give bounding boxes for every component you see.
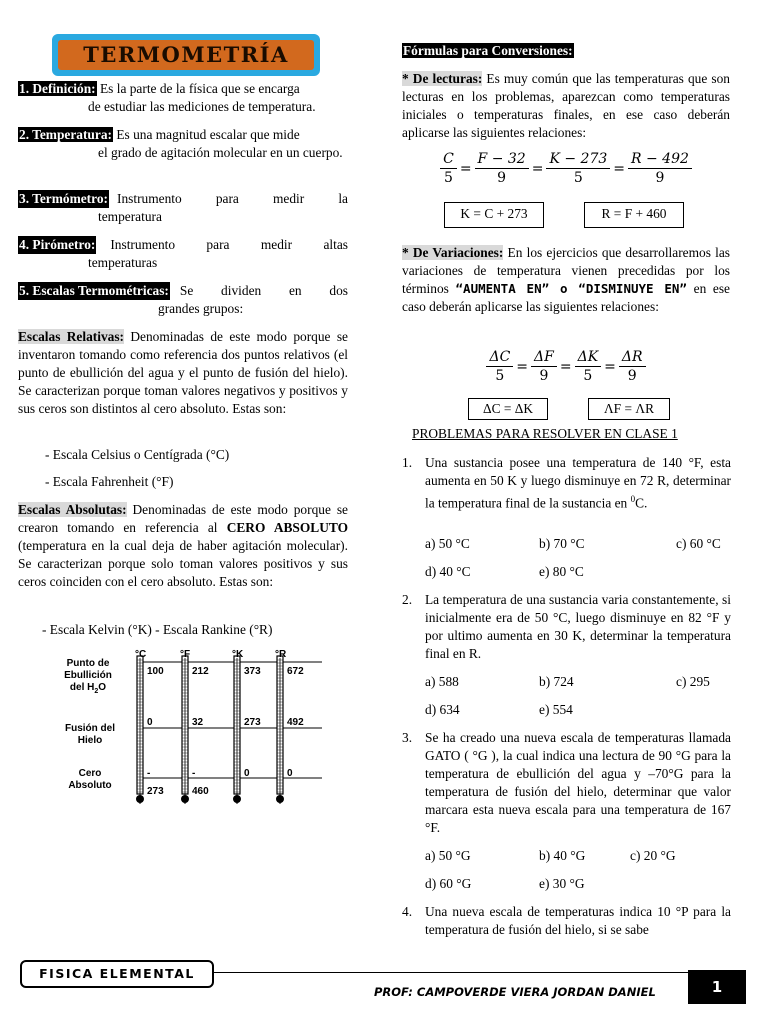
box-delta-c-k: ΔC = ΔK	[468, 398, 548, 420]
definition-2-text: Es una magnitud escalar que mide	[116, 127, 300, 142]
problem-3-option-b[interactable]: b) 40 °G	[539, 848, 586, 863]
scale-boil-value-3: 373	[244, 666, 261, 677]
frac-c: $\frac{C}{5}$	[440, 150, 457, 187]
relative-scales-label: Escalas Relativas:	[18, 329, 125, 344]
definition-5-text: Se dividen en dos	[179, 283, 348, 298]
relative-item-fahrenheit: - Escala Fahrenheit (°F)	[45, 474, 174, 489]
scale-fusion-value-3: 273	[244, 717, 261, 728]
problem-2-text: La temperatura de una sustancia varia constantemente, si inicialmente era de 50 °C, luego disminuye en 82 °F y por ultimo aumenta en 30 K, determinar la temperatura final en R.	[425, 592, 731, 661]
relative-item-celsius: - Escala Celsius o Centígrada (°C)	[45, 447, 230, 462]
variations-section	[402, 244, 730, 316]
problem-2-option-b[interactable]: b) 724	[539, 674, 574, 689]
relative-scales-text: Denominadas de este modo porque se inventaron tomando como referencia dos puntos relativos (el punto de ebullición del agua y el punto de fusión del hielo). Se caracterizan porque toman valores negativos y positivos y sus ceros son distintos al cero absoluto. Estas son:	[18, 329, 348, 416]
readings-section	[402, 70, 730, 142]
scale-unit-1: °C	[135, 649, 147, 660]
problem-3-number: 3.	[402, 730, 413, 745]
page-number: 1	[688, 970, 746, 1004]
problem-3-option-e[interactable]: e) 30 °G	[539, 876, 585, 891]
definition-4-label: 4. Pirómetro:	[19, 237, 96, 252]
problem-2-option-c[interactable]: c) 295	[676, 674, 710, 689]
problem-3-option-d[interactable]: d) 60 °G	[425, 876, 472, 891]
scale-boil-value-2: 212	[192, 666, 209, 677]
problem-3-option-c[interactable]: c) 20 °G	[630, 848, 676, 863]
definition-1-text2: de estudiar las mediciones de temperatura.	[88, 99, 316, 114]
definition-3-label: 3. Termómetro:	[19, 191, 108, 206]
absolute-scales-text2: (temperatura en la cual deja de haber agitación molecular). Se caracterizan porque solo toman valores positivos y sus ceros coinciden con el cero absoluto. Estas son:	[18, 538, 348, 589]
box-rankine-formula: R = F + 460	[584, 202, 684, 228]
definition-3	[18, 190, 348, 226]
problem-1-option-a[interactable]: a) 50 °C	[425, 536, 470, 551]
scale-zero-value-1: - 273	[147, 768, 164, 797]
page-title: TERMOMETRÍA	[58, 40, 314, 70]
formula-variations: $\frac{\Delta C}{5}$ = $\frac{\Delta F}{9}$ = $\frac{\Delta K}{5}$ = $\frac{\Delta R}{9}$	[402, 348, 730, 385]
definition-2	[18, 126, 348, 162]
definition-3-text: Instrumento para medir la	[117, 191, 348, 206]
box-delta-f-r: ΛF = ΛR	[588, 398, 670, 420]
definition-2-label: 2. Temperatura:	[19, 127, 112, 142]
title-box	[52, 34, 320, 76]
scale-zero-value-4: 0	[287, 768, 293, 779]
problem-2-option-a[interactable]: a) 588	[425, 674, 459, 689]
variations-bold: “AUMENTA EN” o “DISMINUYE EN”	[455, 281, 687, 296]
definition-3-text2: temperatura	[98, 209, 162, 224]
footer-divider	[214, 972, 688, 973]
problem-1-option-d[interactable]: d) 40 °C	[425, 564, 471, 579]
definition-1	[18, 80, 348, 116]
readings-label: * De lecturas:	[402, 71, 483, 86]
problems-title: PROBLEMAS PARA RESOLVER EN CLASE 1	[412, 426, 678, 441]
professor-name: PROF: CAMPOVERDE VIERA JORDAN DANIEL	[374, 985, 656, 999]
scale-fusion-value-1: 0	[147, 717, 153, 728]
variations-text2: en ese caso deberán aplicarse las siguientes relaciones:	[402, 281, 731, 314]
problem-1-text: Una sustancia posee una temperatura de 140 °F, esta aumenta en 50 K y luego disminuye en 72 R, determinar la temperatura final de la sustancia en $^0$C.	[425, 455, 731, 511]
frac-f: $\frac{F - 32}{9}$	[475, 150, 529, 187]
readings-text: Es muy común que las temperaturas que son lecturas en los problemas, aparezcan como temperaturas iniciales o temperaturas finales, en ese caso deberán aplicarse las siguientes relaciones:	[402, 71, 730, 140]
definition-2-text2: el grado de agitación molecular en un cuerpo.	[98, 145, 343, 160]
thermometer-diagram	[50, 648, 350, 818]
definition-5	[18, 282, 348, 318]
absolute-items: - Escala Kelvin (°K) - Escala Rankine (°R)	[42, 622, 273, 637]
definition-1-label: 1. Definición:	[19, 81, 96, 96]
absolute-scales-label: Escalas Absolutas:	[18, 502, 127, 517]
problem-3-text: Se ha creado una nueva escala de temperaturas llamada GATO ( °G ), la cual indica una lectura de 90 °G para la temperatura de ebullición del agua y –70°G para la temperatura de fusión del hielo, determinar que valor marcara esta nueva escala para una temperatura de 167 °F.	[425, 730, 731, 835]
label-boiling-point: Punto de Ebullición del $H_2O$	[64, 658, 112, 695]
formulas-title: Fórmulas para Conversiones:	[403, 43, 573, 58]
definition-4-text2: temperaturas	[88, 255, 158, 270]
definition-5-label: 5. Escalas Termométricas:	[19, 283, 169, 298]
label-absolute-zero: Cero Absoluto	[68, 768, 112, 791]
scale-unit-3: °K	[232, 649, 244, 660]
course-label: FISICA ELEMENTAL	[20, 960, 214, 988]
relative-scales	[18, 328, 348, 418]
problem-4-number: 4.	[402, 904, 413, 919]
absolute-scales-text1: Denominadas de este modo porque se crearon tomando en referencia al	[18, 502, 348, 535]
scale-fusion-value-2: 32	[192, 717, 204, 728]
problem-1-number: 1.	[402, 455, 413, 470]
definition-4	[18, 236, 348, 272]
problem-1-option-c[interactable]: c) 60 °C	[676, 536, 721, 551]
scale-unit-4: °R	[275, 649, 287, 660]
problem-3-option-a[interactable]: a) 50 °G	[425, 848, 471, 863]
scale-unit-2: °F	[180, 649, 191, 660]
problem-1-option-e[interactable]: e) 80 °C	[539, 564, 584, 579]
absolute-scales	[18, 501, 348, 591]
variations-text1: En los ejercicios que desarrollaremos las variaciones de temperatura vienen precedidas por los términos	[402, 245, 730, 296]
scale-fusion-value-4: 492	[287, 717, 304, 728]
problem-2-number: 2.	[402, 592, 413, 607]
problem-1-option-b[interactable]: b) 70 °C	[539, 536, 585, 551]
definition-1-text: Es la parte de la física que se encarga	[99, 81, 300, 96]
scale-zero-value-2: - 460	[192, 768, 209, 797]
problem-2-option-e[interactable]: e) 554	[539, 702, 573, 717]
formula-readings: $\frac{C}{5}$ = $\frac{F - 32}{9}$ = $\frac{K - 273}{5}$ = $\frac{R - 492}{9}$	[402, 150, 730, 187]
scale-boil-value-1: 100	[147, 666, 164, 677]
problem-4-text: Una nueva escala de temperaturas indica 10 °P para la temperatura de fusión del hielo, si se sabe	[425, 904, 731, 937]
variations-label: * De Variaciones:	[402, 245, 504, 260]
frac-r: $\frac{R - 492}{9}$	[628, 150, 692, 187]
definition-5-text2: grandes grupos:	[158, 301, 244, 316]
problem-2-option-d[interactable]: d) 634	[425, 702, 460, 717]
definition-4-text: Instrumento para medir altas	[110, 237, 348, 252]
box-kelvin-formula: K = C + 273	[444, 202, 544, 228]
label-fusion-point: Fusión del Hielo	[65, 723, 115, 746]
scale-zero-value-3: 0	[244, 768, 250, 779]
frac-k: $\frac{K - 273}{5}$	[546, 150, 610, 187]
absolute-zero-bold: CERO ABSOLUTO	[226, 520, 348, 535]
scale-boil-value-4: 672	[287, 666, 304, 677]
